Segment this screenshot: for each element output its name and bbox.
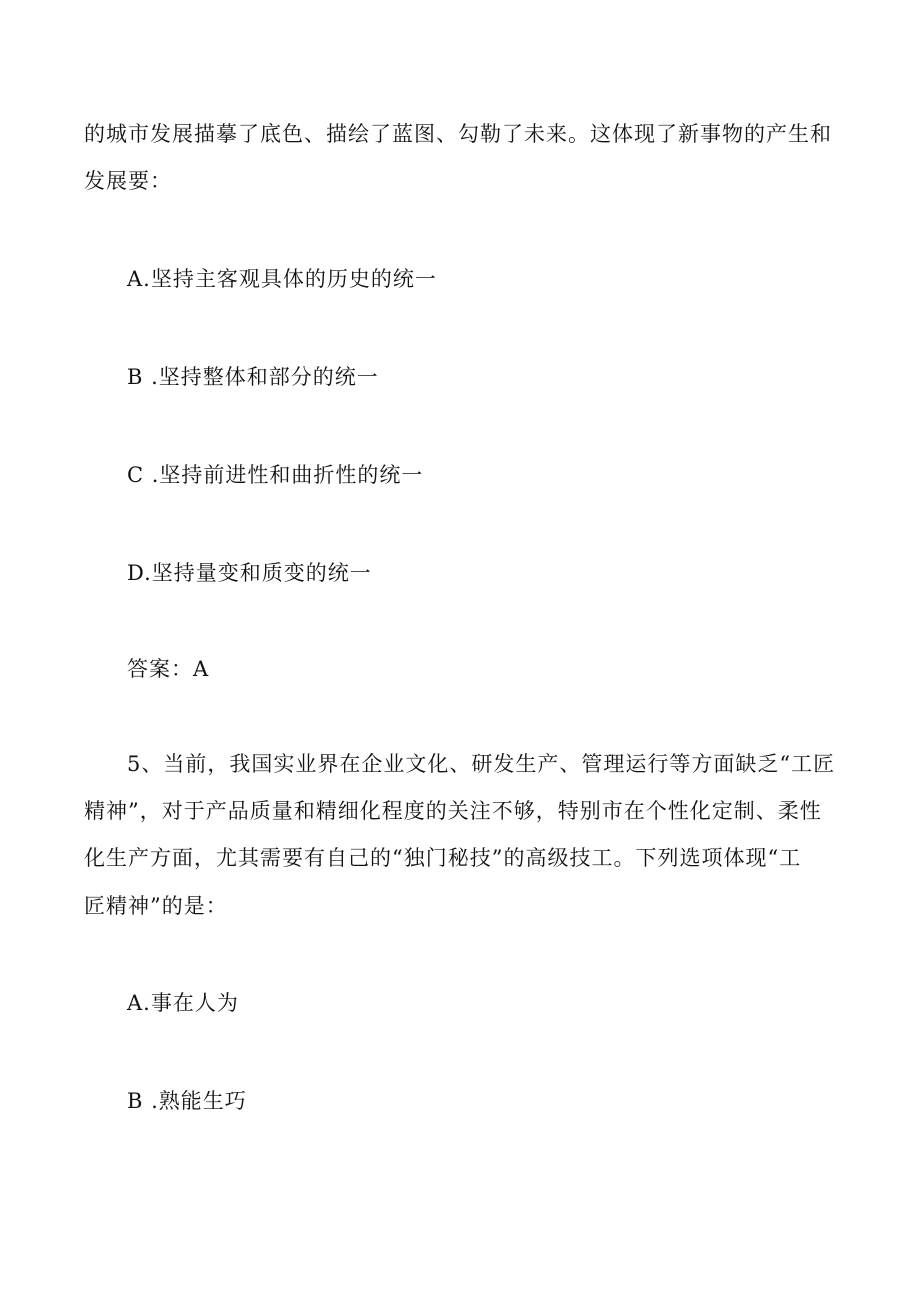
- q4-stem-line-2: 发展要：: [84, 169, 172, 193]
- q4-option-a: A.坚持主客观具体的历史的统一: [127, 267, 437, 291]
- q5-stem-line-3: 化生产方面，尤其需要有自己的“独门秘技”的高级技工。下列选项体现“工: [84, 846, 802, 870]
- q5-stem-line-2: 精神”，对于产品质量和精细化程度的关注不够，特别市在个性化定制、柔性: [84, 799, 822, 823]
- q4-option-d: D.坚持量变和质变的统一: [127, 561, 372, 585]
- q4-stem-line-1: 的城市发展描摹了底色、描绘了蓝图、勾勒了未来。这体现了新事物的产生和: [84, 122, 832, 146]
- q5-stem-line-1: 5、当前，我国实业界在企业文化、研发生产、管理运行等方面缺乏“工匠: [127, 752, 836, 776]
- q4-option-b: B .坚持整体和部分的统一: [127, 365, 379, 389]
- q5-stem-line-4: 匠精神”的是：: [84, 894, 228, 918]
- q4-option-c: C .坚持前进性和曲折性的统一: [127, 463, 424, 487]
- q5-option-b: B .熟能生巧: [127, 1089, 247, 1113]
- q4-answer: 答案：A: [127, 657, 210, 681]
- q5-option-a: A.事在人为: [127, 991, 239, 1015]
